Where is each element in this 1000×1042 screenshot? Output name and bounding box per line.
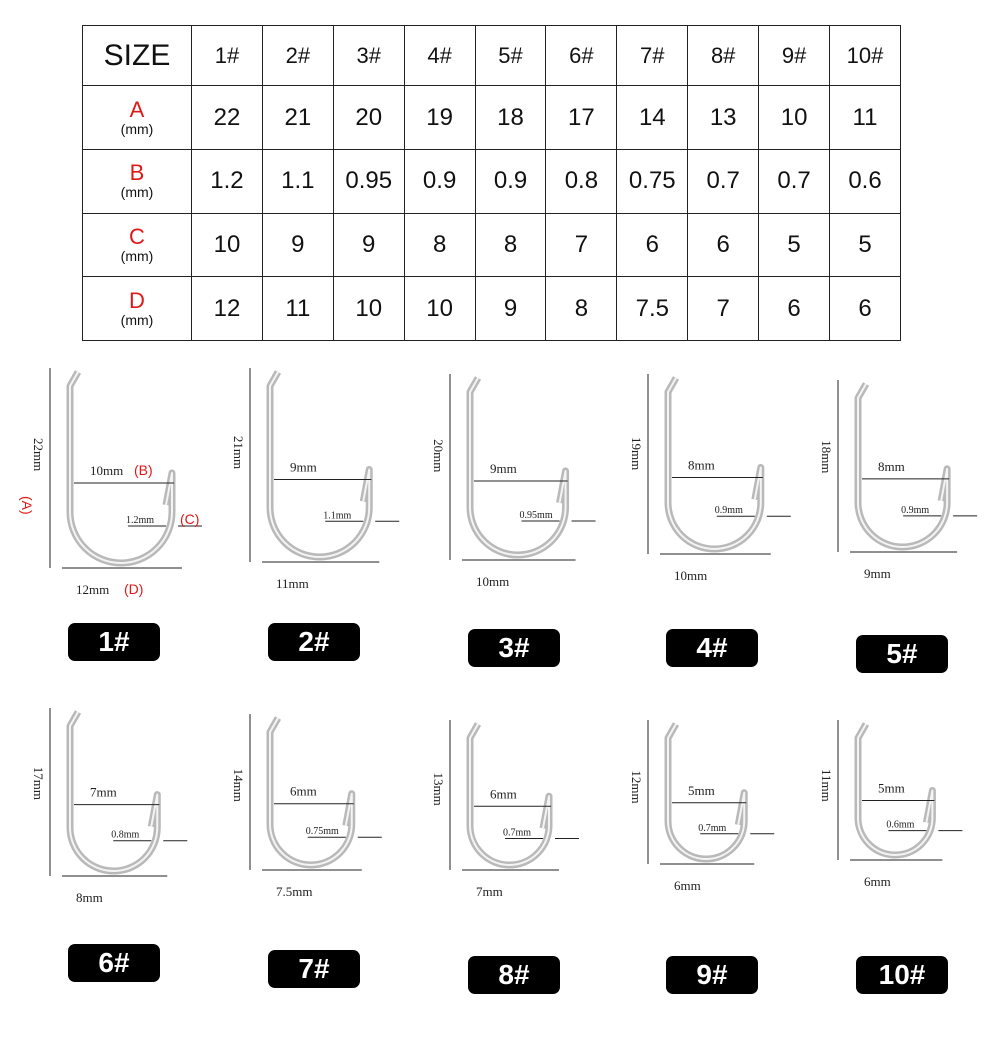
table-cell: 18 [475,86,546,150]
size-badge: 4# [666,629,758,667]
table-cell: 0.9 [475,149,546,213]
size-header-cell: 8# [688,26,759,86]
hook-size-table [82,25,901,341]
hook-diagram-1 [20,360,220,690]
table-cell: 6 [759,277,830,341]
hook-gap-label: 6mm [290,783,317,799]
size-header-label: SIZE [83,26,192,86]
dimension-row-d [83,277,901,341]
dimension-label-b [83,149,192,213]
hook-height-label: 19mm [629,437,644,471]
size-header-row [83,26,901,86]
size-header-cell: 10# [830,26,901,86]
hook-highlight [270,372,369,557]
hook-gap-label: 8mm [878,458,905,474]
hook-diagram-3 [420,366,620,696]
size-header-cell: 9# [759,26,830,86]
dimension-label-c [83,213,192,277]
hook-width-label: 9mm [864,566,891,581]
hook-gap-label: 8mm [688,457,715,473]
table-cell: 0.7 [759,149,830,213]
hook-height-label: 12mm [629,770,644,804]
hook-width-label: 10mm [674,568,708,583]
dimension-letter: C [129,223,145,249]
size-header-cell: 2# [262,26,333,86]
size-header-cell: 4# [404,26,475,86]
hook-height-label: 17mm [31,766,46,801]
table-cell: 9 [333,213,404,277]
hook-wire-label: 0.7mm [698,822,727,834]
hook-wire-label: 0.9mm [901,504,930,516]
hook-gap-label: 9mm [290,459,317,475]
table-cell: 12 [192,277,263,341]
size-header-cell: 5# [475,26,546,86]
hook-gap-label: 6mm [490,786,517,802]
hook-height-label: 13mm [431,772,446,806]
hook-gap-label: 10mm [90,463,124,478]
table-cell: 11 [830,86,901,150]
hook-width-label: 7.5mm [276,884,313,899]
table-cell: 10 [759,86,830,150]
hook-wire-label: 0.6mm [886,819,915,831]
table-cell: 14 [617,86,688,150]
table-cell: 19 [404,86,475,150]
hook-diagram-6 [20,700,220,1030]
size-badge: 3# [468,629,560,667]
hook-wire-label: 0.8mm [111,829,140,841]
table-cell: 0.75 [617,149,688,213]
hook-gap-label: 5mm [688,782,715,798]
hook-shape [470,378,566,555]
table-cell: 6 [617,213,688,277]
dimension-row-c [83,213,901,277]
hook-gap-label: 9mm [490,460,517,476]
table-cell: 1.2 [192,149,263,213]
table-cell: 11 [262,277,333,341]
table-cell: 6 [830,277,901,341]
hook-width-label: 12mm [76,582,110,597]
table-cell: 8 [475,213,546,277]
hook-height-label: 18mm [819,440,834,474]
hook-wire-label: 1.1mm [323,510,352,522]
size-badge: 1# [68,623,160,661]
dimension-letter: B [129,160,145,186]
table-cell: 1.1 [262,149,333,213]
table-cell: 0.9 [404,149,475,213]
dimension-unit: (mm) [120,184,154,201]
tag-d-label: (D) [124,581,144,597]
size-badge: 8# [468,956,560,994]
table-cell: 5 [830,213,901,277]
hook-wire-label: 0.75mm [305,826,339,838]
table-cell: 7.5 [617,277,688,341]
hook-wire-label: 0.95mm [519,509,553,521]
dimension-row-a [83,86,901,150]
hook-diagram-9 [618,712,818,1042]
hook-width-label: 8mm [76,890,103,905]
size-header-cell: 7# [617,26,688,86]
dimension-unit: (mm) [120,120,154,137]
table-cell: 20 [333,86,404,150]
hook-width-label: 7mm [476,884,503,899]
size-badge: 10# [856,956,948,994]
table-cell: 0.6 [830,149,901,213]
hook-diagram-7 [220,706,420,1036]
hook-wire-label: 0.9mm [714,505,743,517]
size-badge: 6# [68,944,160,982]
table-cell: 7 [546,213,617,277]
hook-diagram-5 [808,372,1000,702]
hook-diagram-4 [618,366,818,696]
tag-c-label: (C) [180,511,200,527]
hook-highlight [470,378,566,555]
hook-diagram-10 [808,712,1000,1042]
hook-height-label: 21mm [231,435,246,470]
table-cell: 0.7 [688,149,759,213]
size-badge: 2# [268,623,360,661]
hook-height-label: 14mm [231,768,246,802]
table-cell: 9 [475,277,546,341]
table-cell: 8 [546,277,617,341]
hook-width-label: 6mm [674,878,701,893]
hook-gap-label: 7mm [90,784,117,800]
table-cell: 17 [546,86,617,150]
size-header-cell: 6# [546,26,617,86]
dimension-letter: A [129,96,145,122]
table-cell: 21 [262,86,333,150]
dimension-letter: D [129,287,145,313]
table-cell: 10 [404,277,475,341]
table-cell: 0.95 [333,149,404,213]
hook-diagram-2 [220,360,420,690]
table-cell: 6 [688,213,759,277]
hook-shape [270,372,369,557]
table-cell: 22 [192,86,263,150]
tag-b-label: (B) [134,462,153,478]
hook-wire-label: 1.2mm [126,515,155,526]
dimension-label-d [83,277,192,341]
hook-width-label: 6mm [864,874,891,889]
hook-width-label: 10mm [476,574,510,589]
table-cell: 7 [688,277,759,341]
table-cell: 13 [688,86,759,150]
hook-height-label: 22mm [31,438,46,472]
hook-wire-label: 0.7mm [503,827,532,839]
hook-gap-label: 5mm [878,780,905,796]
dimension-unit: (mm) [120,311,154,328]
hook-height-label: 11mm [819,769,834,802]
size-badge: 7# [268,950,360,988]
table-cell: 9 [262,213,333,277]
table-cell: 5 [759,213,830,277]
table-cell: 8 [404,213,475,277]
table-cell: 0.8 [546,149,617,213]
hook-width-label: 11mm [276,576,309,591]
size-badge: 9# [666,956,758,994]
dimension-unit: (mm) [120,247,154,264]
tag-a-label: (A) [19,496,35,515]
dimension-row-b [83,149,901,213]
table-cell: 10 [333,277,404,341]
size-header-cell: 3# [333,26,404,86]
size-header-cell: 1# [192,26,263,86]
hook-height-label: 20mm [431,439,446,473]
hook-diagram-8 [420,712,620,1042]
dimension-label-a [83,86,192,150]
table-cell: 10 [192,213,263,277]
size-badge: 5# [856,635,948,673]
